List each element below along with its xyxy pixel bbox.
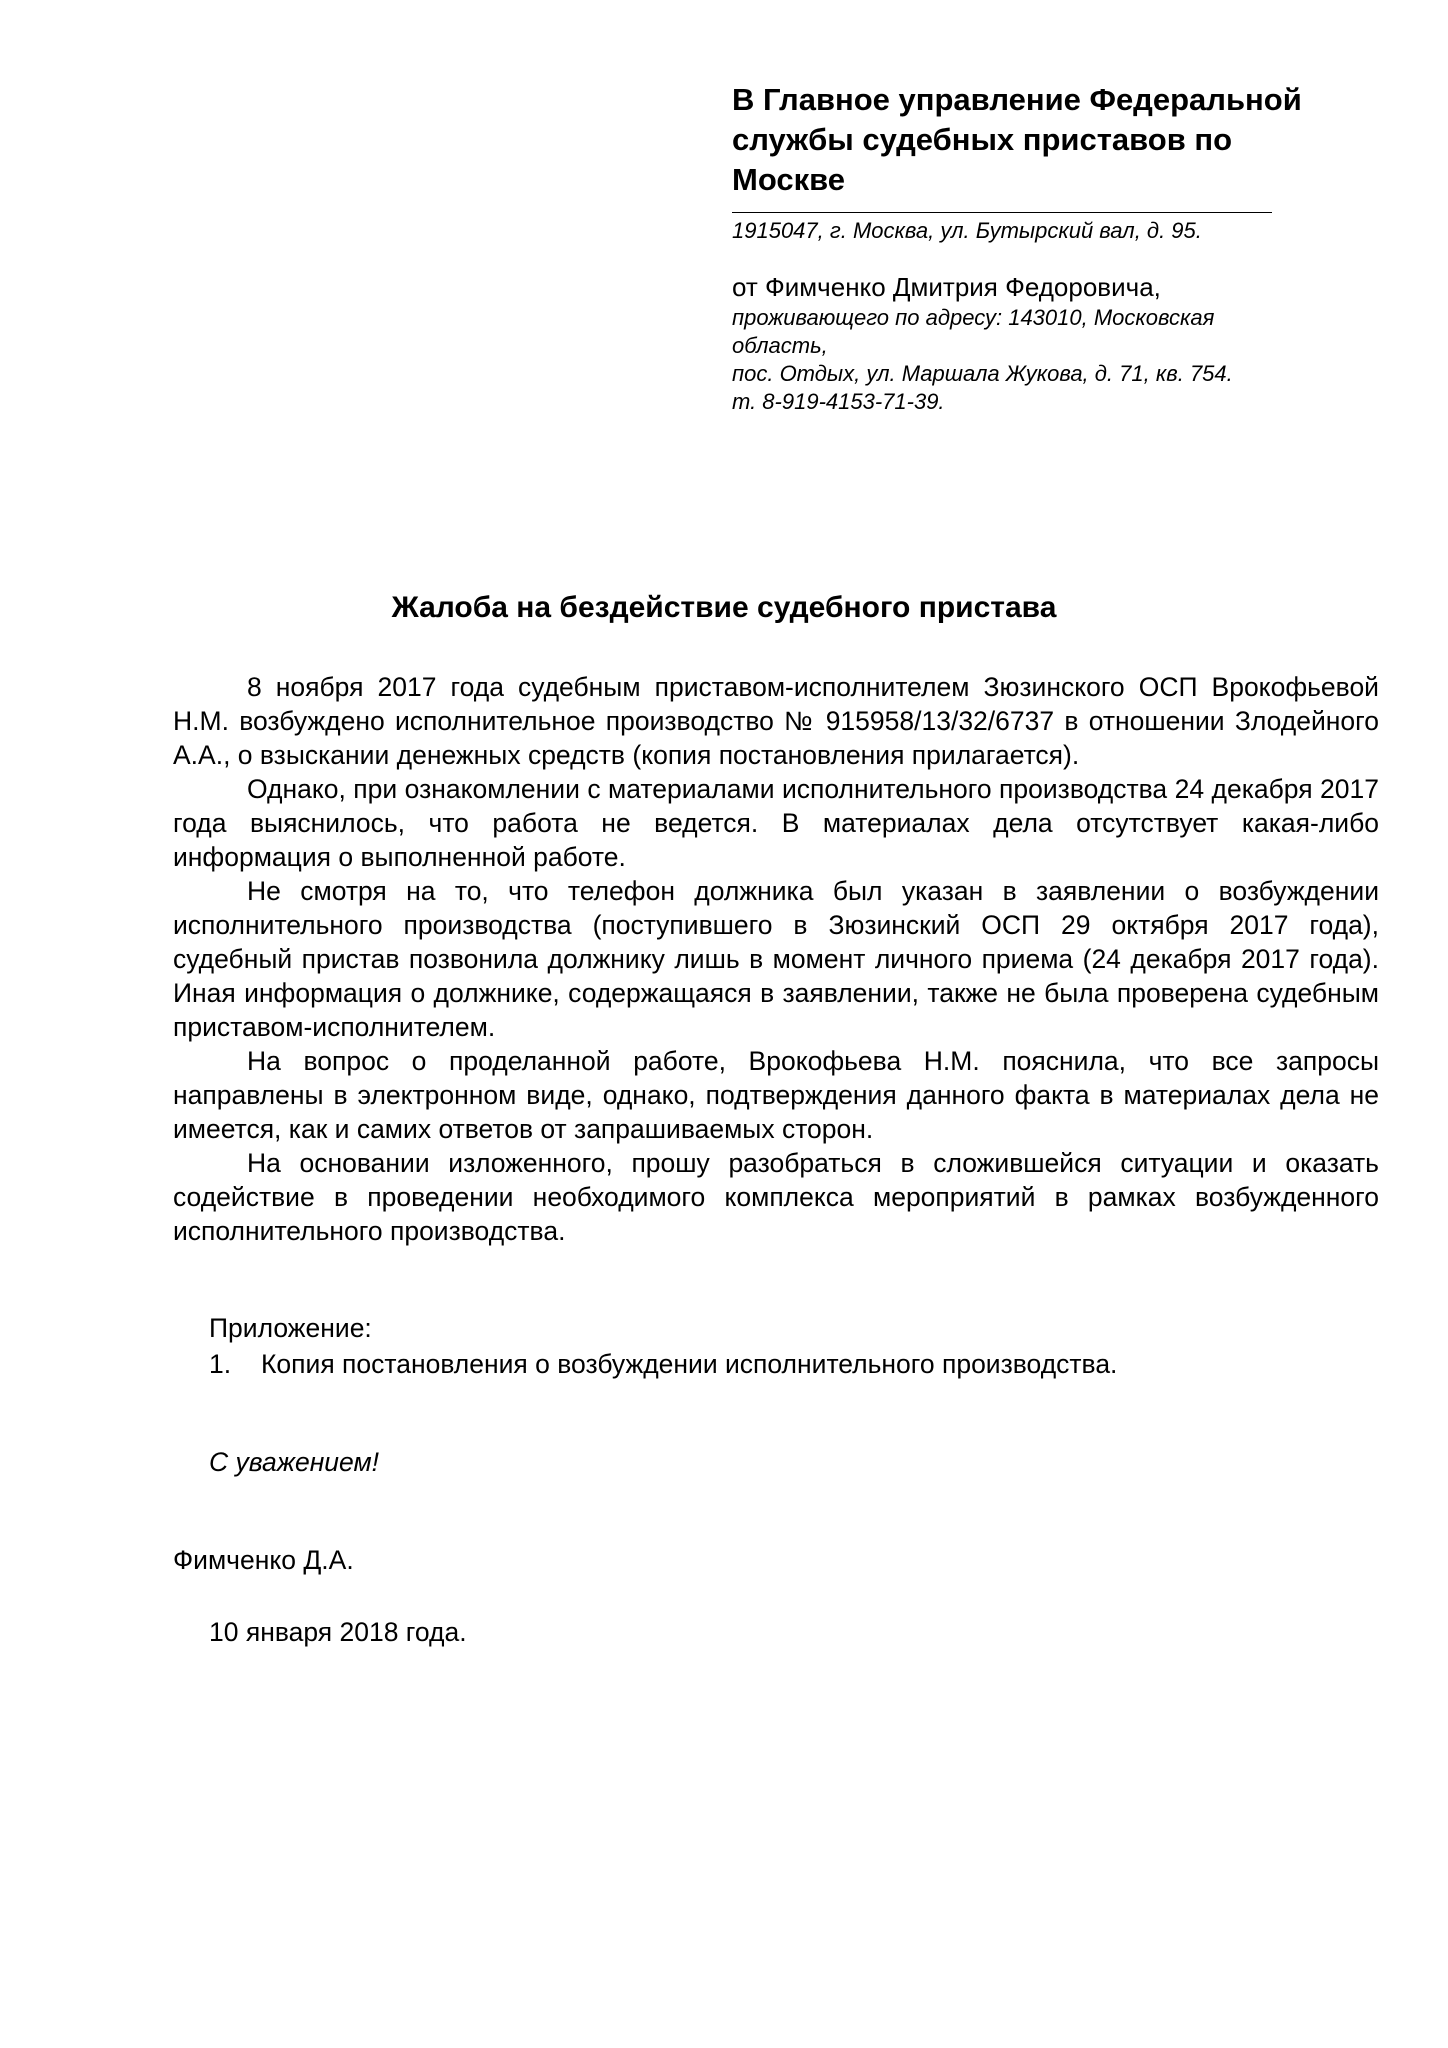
appendix-heading: Приложение: bbox=[209, 1313, 372, 1343]
document-title: Жалоба на бездействие судебного пристава bbox=[391, 591, 1057, 624]
appendix-item bbox=[209, 1346, 1379, 1382]
appendix-item-number: 1. bbox=[209, 1349, 232, 1379]
closing-salutation: С уважением! bbox=[209, 1447, 379, 1477]
addressee-org-line: Москве bbox=[732, 162, 845, 197]
addressee-org-line: службы судебных приставов по bbox=[732, 122, 1233, 157]
document-date: 10 января 2018 года. bbox=[209, 1617, 467, 1647]
appendix-item-text: Копия постановления о возбуждении исполнительного производства. bbox=[261, 1349, 1118, 1379]
sender-block bbox=[732, 270, 1372, 416]
appendix-block bbox=[209, 1310, 1379, 1382]
body-paragraph: 8 ноября 2017 года судебным приставом-исполнителем Зюзинского ОСП Врокофьевой Н.М. возбуждено исполнительное производство № 915958/13/32/6737 в отношении Злодейного А.А., о взыскании денежных средств (копия постановления прилагается). bbox=[173, 672, 1379, 770]
sender-name: от Фимченко Дмитрия Федоровича, bbox=[732, 272, 1161, 302]
addressee-org-line: В Главное управление Федеральной bbox=[732, 82, 1302, 117]
body-paragraph: На вопрос о проделанной работе, Врокофьева Н.М. пояснила, что все запросы направлены в электронном виде, однако, подтверждения данного факта в материалах дела не имеется, как и самих ответов от запрашиваемых сторон. bbox=[173, 1046, 1379, 1144]
addressee-address: 1915047, г. Москва, ул. Бутырский вал, д. 95. bbox=[732, 218, 1202, 243]
addressee-block bbox=[732, 80, 1372, 245]
body-paragraph: На основании изложенного, прошу разобраться в сложившейся ситуации и оказать содействие в проведении необходимого комплекса мероприятий в рамках возбужденного исполнительного производства. bbox=[173, 1148, 1379, 1246]
sender-phone: т. 8-919-4153-71-39. bbox=[732, 389, 945, 414]
sender-address-line: область, bbox=[732, 333, 828, 358]
body-paragraph: Однако, при ознакомлении с материалами исполнительного производства 24 декабря 2017 года выяснилось, что работа не ведется. В материалах дела отсутствует какая-либо информация о выполненной работе. bbox=[173, 774, 1379, 872]
addressee-organization bbox=[732, 80, 1372, 200]
complaint-body bbox=[173, 670, 1379, 1248]
signature-name: Фимченко Д.А. bbox=[173, 1545, 354, 1575]
addressee-divider bbox=[732, 212, 1272, 213]
sender-address-line: пос. Отдых, ул. Маршала Жукова, д. 71, кв. 754. bbox=[732, 361, 1233, 386]
sender-address-line: проживающего по адресу: 143010, Московская bbox=[732, 305, 1215, 330]
body-paragraph: Не смотря на то, что телефон должника был указан в заявлении о возбуждении исполнительного производства (поступившего в Зюзинский ОСП 29 октября 2017 года), судебный пристав позвонила должнику лишь в момент личного приема (24 декабря 2017 года). Иная информация о должнике, содержащаяся в заявлении, также не была проверена судебным приставом-исполнителем. bbox=[173, 876, 1379, 1042]
